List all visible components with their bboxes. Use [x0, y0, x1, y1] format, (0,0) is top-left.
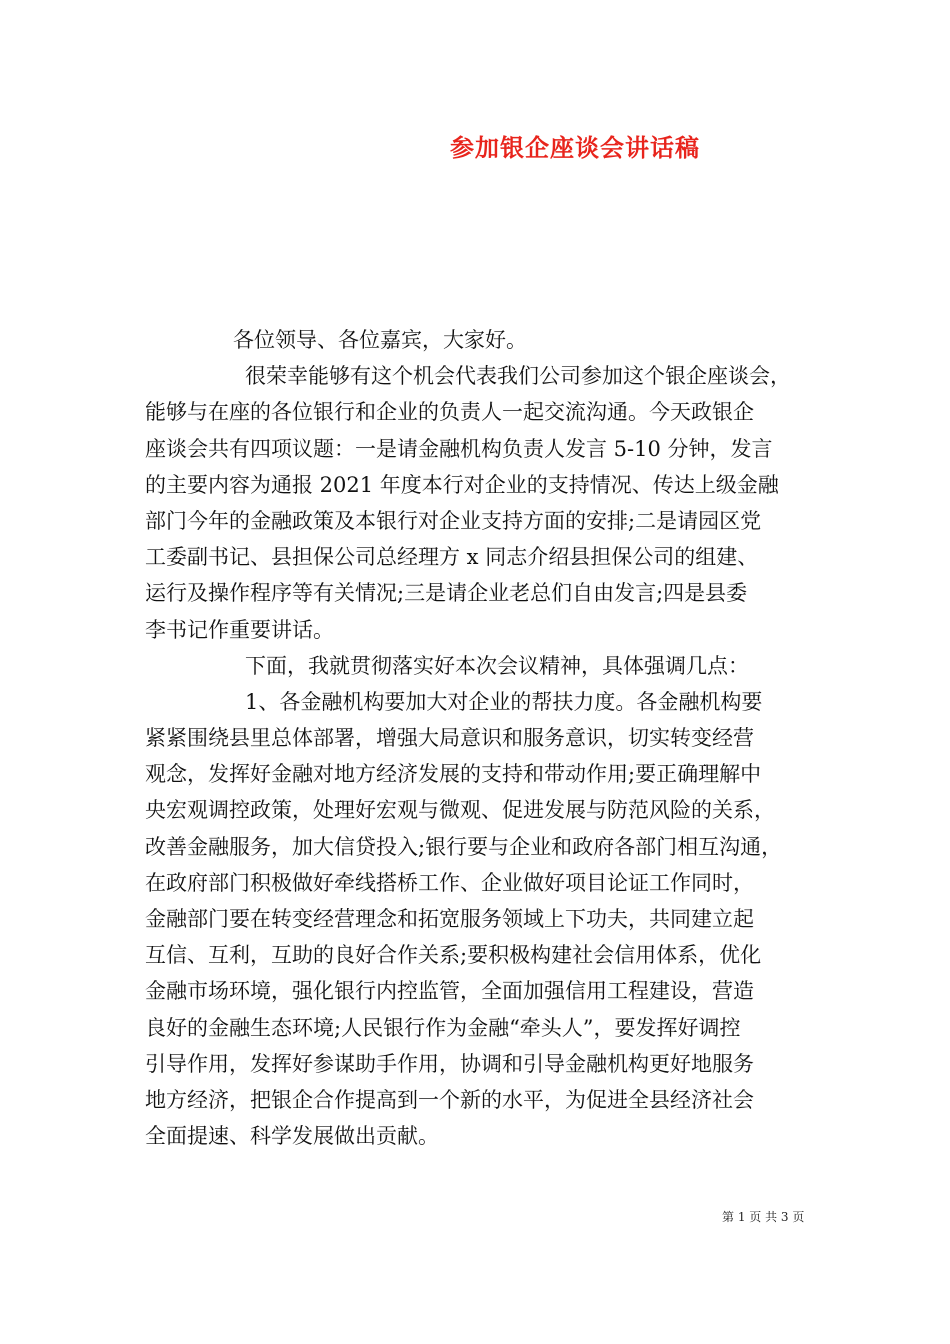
paragraph-line: 紧紧围绕县里总体部署，增强大局意识和服务意识，切实转变经营: [145, 726, 754, 751]
paragraph-line: 李书记作重要讲话。: [145, 617, 334, 642]
paragraph-line: 下面，我就贯彻落实好本次会议精神，具体强调几点：: [245, 653, 749, 678]
paragraph-line: 1、各金融机构要加大对企业的帮扶力度。各金融机构要: [245, 689, 763, 714]
paragraph-line: 地方经济，把银企合作提高到一个新的水平，为促进全县经济社会: [145, 1087, 754, 1112]
paragraph-line: 金融部门要在转变经营理念和拓宽服务领域上下功夫，共同建立起: [145, 907, 754, 931]
paragraph-line: 能够与在座的各位银行和企业的负责人一起交流沟通。今天政银企: [145, 400, 754, 425]
paragraph-line: 全面提速、科学发展做出贡献。: [145, 1124, 439, 1149]
paragraph-line: 改善金融服务，加大信贷投入;银行要与企业和政府各部门相互沟通，: [145, 834, 783, 859]
page-number-footer: 第 1 页 共 3 页: [722, 1210, 805, 1224]
greeting-line: 各位领导、各位嘉宾，大家好。: [233, 328, 527, 352]
paragraph-line: 座谈会共有四项议题：一是请金融机构负责人发言 5-10 分钟，发言: [145, 436, 773, 461]
paragraph-line: 的主要内容为通报 2021 年度本行对企业的支持情况、传达上级金融: [145, 472, 779, 497]
paragraph-line: 在政府部门积极做好牵线搭桥工作、企业做好项目论证工作同时，: [145, 870, 754, 895]
document-body: [145, 322, 817, 1154]
paragraph-line: 工委副书记、县担保公司总经理方 x 同志介绍县担保公司的组建、: [145, 545, 759, 570]
paragraph-line: 很荣幸能够有这个机会代表我们公司参加这个银企座谈会，: [245, 364, 791, 389]
paragraph-line: 金融市场环境，强化银行内控监管，全面加强信用工程建设，营造: [145, 979, 754, 1004]
paragraph-line: 观念，发挥好金融对地方经济发展的支持和带动作用;要正确理解中: [145, 762, 762, 787]
paragraph-line: 部门今年的金融政策及本银行对企业支持方面的安排;二是请园区党: [145, 508, 762, 533]
paragraph-line: 引导作用，发挥好参谋助手作用，协调和引导金融机构更好地服务: [145, 1051, 754, 1076]
paragraph-line: 运行及操作程序等有关情况;三是请企业老总们自由发言;四是县委: [145, 581, 748, 606]
document-title: 参加银企座谈会讲话稿: [450, 133, 700, 162]
paragraph-line: 央宏观调控政策，处理好宏观与微观、促进发展与防范风险的关系，: [145, 798, 775, 823]
paragraph-line: 良好的金融生态环境;人民银行作为金融“牵头人”，要发挥好调控: [145, 1015, 741, 1040]
paragraph-line: 互信、互利，互助的良好合作关系;要积极构建社会信用体系，优化: [145, 943, 762, 968]
